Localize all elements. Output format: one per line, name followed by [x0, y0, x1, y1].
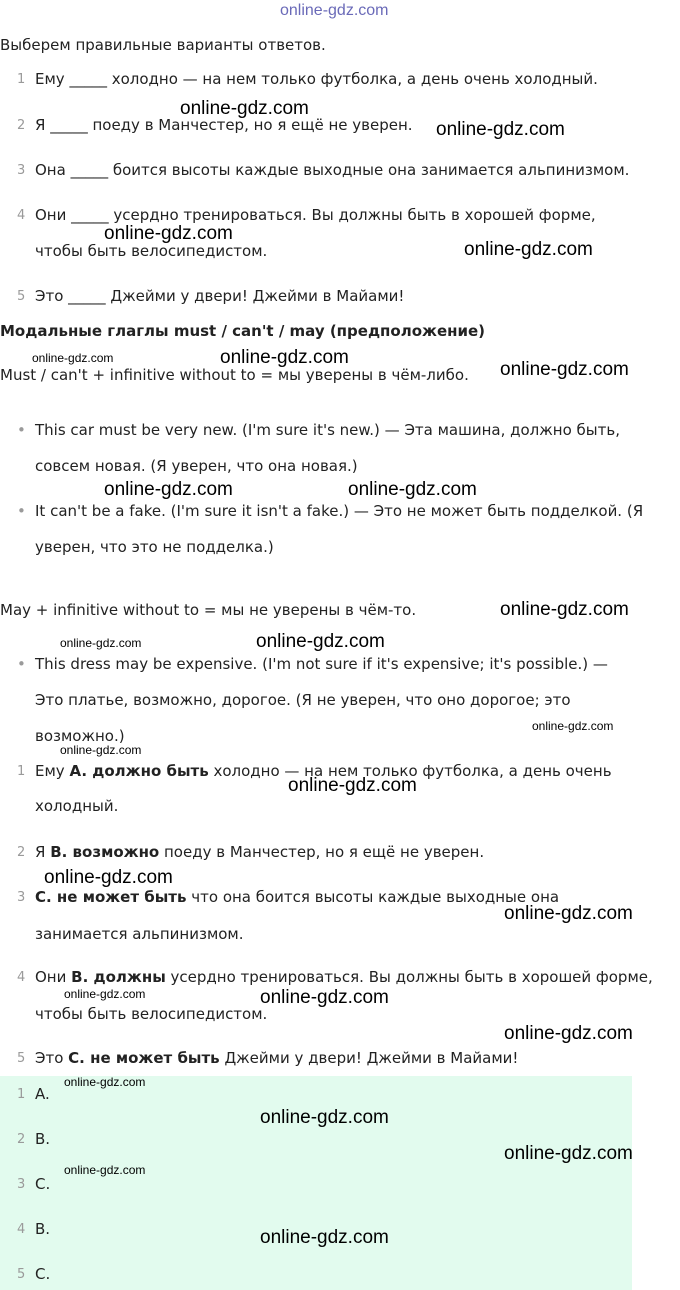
watermark: online-gdz.com — [260, 987, 389, 1008]
chosen-answer: C. не может быть — [35, 888, 187, 906]
answer-number: 1 — [17, 764, 26, 779]
answer-sentence-continued: чтобы быть велосипедистом. — [35, 1005, 268, 1023]
watermark: online-gdz.com — [256, 631, 385, 652]
key-letter: C. — [35, 1175, 51, 1193]
key-letter: A. — [35, 1085, 50, 1103]
watermark: online-gdz.com — [104, 223, 233, 244]
must-rule: Must / can't + infinitive without to = мы уверены в чём-либо. — [0, 366, 469, 384]
watermark: online-gdz.com — [32, 351, 114, 365]
example-text-continued: уверен, что это не подделка.) — [35, 538, 274, 556]
chosen-answer: B. должны — [71, 968, 166, 986]
question-text: Я _____ поеду в Манчестер, но я ещё не уверен. — [35, 116, 413, 134]
watermark: online-gdz.com — [44, 867, 173, 888]
answer-sentence: Ему A. должно быть холодно — на нем только футболка, а день очень — [35, 762, 612, 780]
may-rule: May + infinitive without to = мы не уверены в чём-то. — [0, 601, 417, 619]
watermark: online-gdz.com — [60, 636, 142, 650]
key-number: 4 — [17, 1222, 26, 1237]
watermark: online-gdz.com — [532, 719, 614, 733]
watermark: online-gdz.com — [504, 1023, 633, 1044]
watermark: online-gdz.com — [104, 479, 233, 500]
answer-sentence-continued: занимается альпинизмом. — [35, 925, 244, 943]
question-number: 5 — [17, 289, 26, 304]
watermark: online-gdz.com — [180, 98, 309, 119]
example-text-continued: Это платье, возможно, дорогое. (Я не уверен, что оно дорогое; это — [35, 691, 571, 709]
key-number: 2 — [17, 1132, 26, 1147]
example-text-continued: возможно.) — [35, 727, 125, 745]
answer-number: 4 — [17, 970, 26, 985]
bullet-icon: • — [17, 655, 26, 673]
bullet-icon: • — [17, 421, 26, 439]
example-text-continued: совсем новая. (Я уверен, что она новая.) — [35, 457, 358, 475]
watermark: online-gdz.com — [260, 1227, 389, 1248]
key-number: 5 — [17, 1267, 26, 1282]
chosen-answer: A. должно быть — [69, 762, 209, 780]
answer-number: 2 — [17, 845, 26, 860]
answer-sentence: Это C. не может быть Джейми у двери! Джейми в Майами! — [35, 1049, 519, 1067]
watermark: online-gdz.com — [260, 1107, 389, 1128]
watermark: online-gdz.com — [64, 1163, 146, 1177]
answer-sentence-continued: холодный. — [35, 797, 119, 815]
watermark: online-gdz.com — [436, 119, 565, 140]
example-text: This car must be very new. (I'm sure it's new.) — Эта машина, должно быть, — [35, 421, 620, 439]
key-number: 1 — [17, 1087, 26, 1102]
key-number: 3 — [17, 1177, 26, 1192]
chosen-answer: B. возможно — [50, 843, 160, 861]
question-number: 4 — [17, 208, 26, 223]
question-text: Это _____ Джейми у двери! Джейми в Майами! — [35, 287, 405, 305]
example-text: It can't be a fake. (I'm sure it isn't a fake.) — Это не может быть подделкой. (Я — [35, 502, 644, 520]
watermark: online-gdz.com — [64, 1075, 146, 1089]
question-text-continued: чтобы быть велосипедистом. — [35, 242, 268, 260]
chosen-answer: C. не может быть — [68, 1049, 220, 1067]
watermark: online-gdz.com — [504, 1143, 633, 1164]
intro-text: Выберем правильные варианты ответов. — [0, 36, 326, 54]
answer-number: 5 — [17, 1051, 26, 1066]
answer-sentence: Они B. должны усердно тренироваться. Вы должны быть в хорошей форме, — [35, 968, 653, 986]
watermark: online-gdz.com — [220, 347, 349, 368]
question-text: Ему _____ холодно — на нем только футболка, а день очень холодный. — [35, 70, 598, 88]
watermark: online-gdz.com — [500, 359, 629, 380]
answer-sentence: C. не может быть что она боится высоты каждые выходные она — [35, 888, 560, 906]
theory-heading: Модальные глаглы must / can't / may (предположение) — [0, 322, 486, 340]
question-number: 2 — [17, 118, 26, 133]
question-text: Она _____ боится высоты каждые выходные она занимается альпинизмом. — [35, 161, 630, 179]
watermark: online-gdz.com — [348, 479, 477, 500]
bullet-icon: • — [17, 502, 26, 520]
site-header-logo[interactable]: online-gdz.com — [280, 2, 389, 19]
watermark: online-gdz.com — [60, 743, 142, 757]
watermark: online-gdz.com — [288, 775, 417, 796]
question-number: 3 — [17, 163, 26, 178]
answer-number: 3 — [17, 890, 26, 905]
question-text: Они _____ усердно тренироваться. Вы должны быть в хорошей форме, — [35, 206, 596, 224]
question-number: 1 — [17, 72, 26, 87]
key-letter: B. — [35, 1220, 51, 1238]
watermark: online-gdz.com — [504, 903, 633, 924]
watermark: online-gdz.com — [64, 987, 146, 1001]
key-letter: C. — [35, 1265, 51, 1283]
answer-sentence: Я B. возможно поеду в Манчестер, но я ещё не уверен. — [35, 843, 485, 861]
example-text: This dress may be expensive. (I'm not sure if it's expensive; it's possible.) — — [35, 655, 608, 673]
key-letter: B. — [35, 1130, 51, 1148]
watermark: online-gdz.com — [500, 599, 629, 620]
watermark: online-gdz.com — [464, 239, 593, 260]
